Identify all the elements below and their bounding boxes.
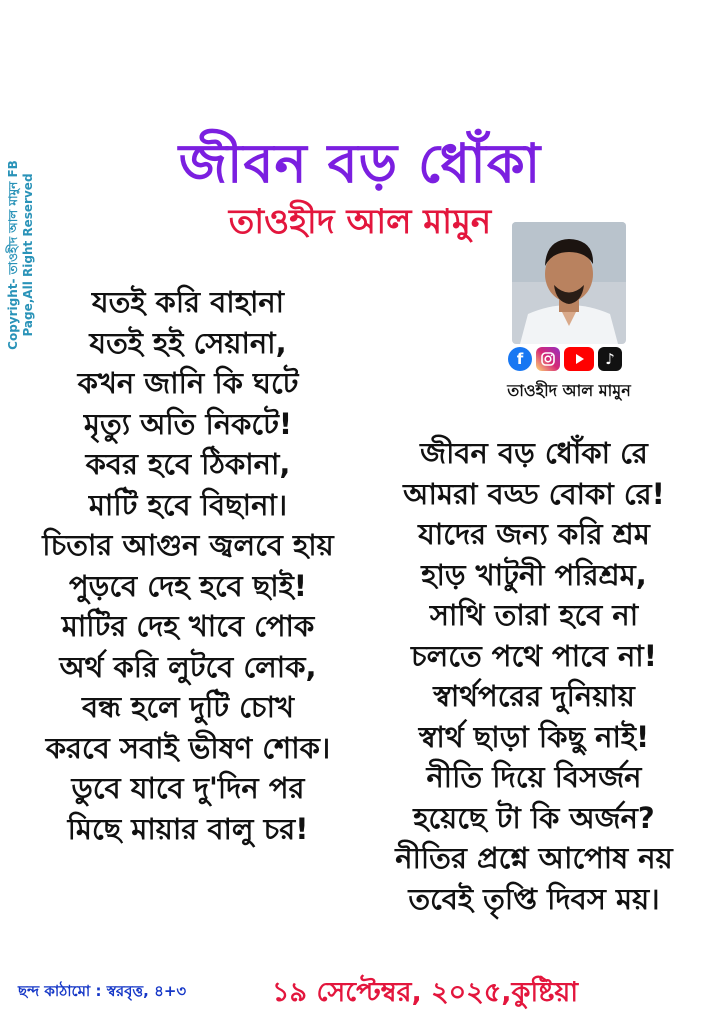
poem-line: তবেই তৃপ্তি দিবস ময়।: [408, 881, 660, 916]
copyright-line-2: Page,All Right Reserved: [21, 173, 35, 337]
stanza-right: [358, 433, 710, 919]
youtube-icon: [564, 347, 594, 371]
poem-line: যতই হই সেয়ানা,: [89, 325, 287, 360]
poem-title: জীবন বড় ধোঁকা: [178, 132, 542, 195]
poem-line: জীবন বড় ধোঁকা রে: [420, 436, 648, 470]
instagram-icon: [536, 347, 560, 371]
poem-line: সাথি তারা হবে না: [429, 598, 639, 632]
poem-line: হয়েছে টা কি অর্জন?: [413, 800, 655, 835]
poem-line: যতই করি বাহানা: [91, 285, 285, 319]
poem-line: পুড়বে দেহ হবে ছাই!: [68, 568, 308, 603]
poem-line: মিছে মায়ার বালু চর!: [67, 811, 309, 846]
poem-line: কবর হবে ঠিকানা,: [85, 447, 291, 481]
tiktok-icon: ♪: [598, 347, 622, 371]
stanza-left: [12, 282, 364, 849]
poem-line: ডুবে যাবে দু'দিন পর: [71, 771, 305, 805]
author-photo: [512, 222, 626, 344]
poem-line: মাটি হবে বিছানা।: [88, 487, 288, 522]
meter-structure: ছন্দ কাঠামো : স্বরবৃত্ত, ৪+৩: [18, 982, 187, 1000]
profile-name: তাওহীদ আল মামুন: [507, 381, 631, 400]
poem-line: হাড় খাটুনী পরিশ্রম,: [421, 557, 647, 592]
poem-line: আমরা বড্ড বোকা রে!: [403, 476, 665, 511]
poem-line: স্বার্থ ছাড়া কিছু নাই!: [418, 719, 650, 754]
poem-line: স্বার্থপরের দুনিয়ায়: [433, 679, 635, 713]
poem-line: নীতির প্রশ্নে আপোষ নয়: [395, 841, 673, 875]
copyright-line-1: Copyright- তাওহীদ আল মামুন FB: [6, 160, 20, 350]
poem-line: চলতে পথে পাবে না!: [411, 638, 657, 673]
poem-line: করবে সবাই ভীষণ শোক।: [45, 730, 331, 765]
poem-line: যাদের জন্য করি শ্রম: [418, 517, 650, 551]
facebook-icon: f: [508, 347, 532, 371]
poem-line: মৃত্যু অতি নিকটে!: [83, 406, 293, 441]
poem-line: অর্থ করি লুটবে লোক,: [59, 649, 317, 684]
poem-line: চিতার আগুন জ্বলবে হায়: [42, 528, 334, 562]
poem-author: তাওহীদ আল মামুন: [228, 202, 492, 242]
poem-line: নীতি দিয়ে বিসর্জন: [426, 760, 642, 794]
social-icons: [508, 347, 622, 371]
date-location: ১৯ সেপ্টেম্বর, ২০২৫,কুষ্টিয়া: [272, 977, 579, 1008]
poem-line: কখন জানি কি ঘটে: [77, 366, 299, 400]
poem-line: মাটির দেহ খাবে পোক: [61, 609, 315, 643]
poem-line: বন্ধ হলে দুটি চোখ: [81, 690, 295, 724]
